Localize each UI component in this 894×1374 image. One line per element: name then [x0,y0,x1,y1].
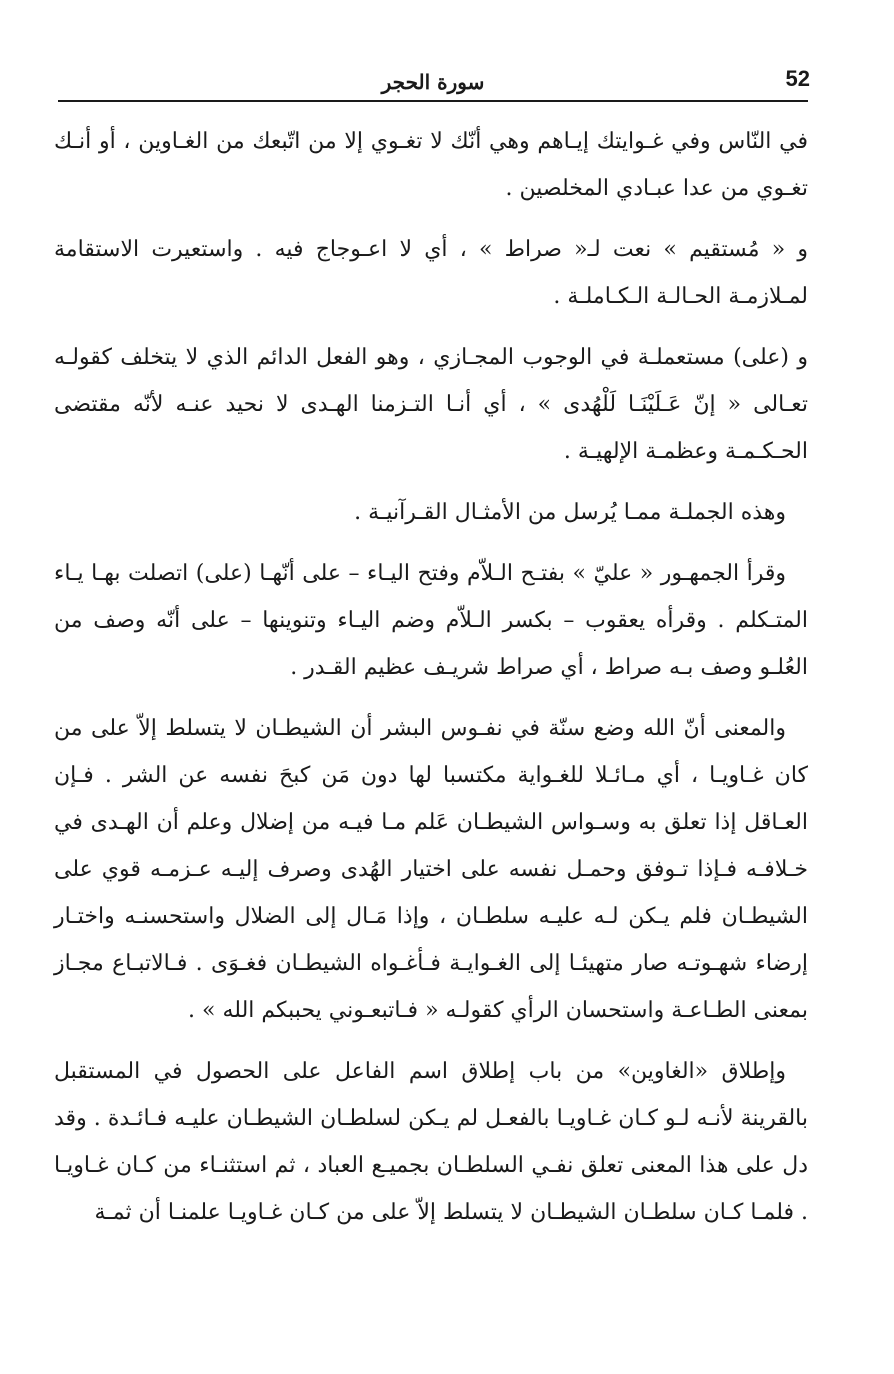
surah-title: سورة الحجر [381,70,485,94]
paragraph: وإطلاق «الغاوين» من باب إطلاق اسم الفاعل على الحصول في المستقبل بالقرينة لأنـه لـو كـان غـاويـا بالفعـل لم يـكن لسلطـان الشيطـان عليـه فـائـدة . وقد دل على هذا المعنى تعلق نفـي السلطـان بجميـع العباد ، ثم استثنـاء من كـان غـاويـا . فلمـا كـان سلطـان الشيطـان لا يتسلط إلاّ على من كـان غـاويـا علمنـا أن ثمـة [54,1059,808,1225]
paragraph: و « مُستقيم » نعت لـ« صراط » ، أي لا اعـوجاج فيه . واستعيرت الاستقامة لمـلازمـة الحـالـة الـكـاملـة . [54,237,808,309]
page-header [58,62,808,98]
paragraph: و (على) مستعملـة في الوجوب المجـازي ، وهو الفعل الدائم الذي لا يتخلف كقولـه تعـالى « إنّ عَـلَيْنَـا لَلْهُدى » ، أي أنـا التـزمنا الهـدى لا نحيد عنـه لأنّه مقتضى الحـكـمـة وعظمـة الإلهيـة . [54,345,808,464]
paragraph: وهذه الجملـة ممـا يُرسل من الأمثـال القـرآنيـة . [354,500,786,525]
page-body [54,118,808,1236]
paragraph: في النّاس وفي غـوايتك إيـاهم وهي أنّك لا تغـوي إلا من اتّبعك من الغـاوين ، أو أنـك تغـوي من عدا عبـادي المخلصين . [54,129,808,201]
paragraph: وقرأ الجمهـور « عليّ » بفتـح الـلاّم وفتح اليـاء – على أنّهـا (على) اتصلت بهـا يـاء المتـكلم . وقرأه يعقوب – بكسر الـلاّم وضم اليـاء وتنوينها – على أنّه وصف من العُلـو وصف بـه صراط ، أي صراط شريـف عظيم القـدر . [54,561,808,680]
header-divider [58,100,808,102]
page-number: 52 [785,66,810,91]
paragraph: والمعنى أنّ الله وضع سنّة في نفـوس البشر أن الشيطـان لا يتسلط إلاّ على من كان غـاويـا ، أي مـائـلا للغـواية مكتسبا لها دون مَن كبحَ نفسه عن الشر . فـإن العـاقل إذا تعلق به وسـواس الشيطـان عَلم مـا فيـه من إضلال وعلم أن الهـدى في خـلافـه فـإذا تـوفق وحمـل نفسه على اختيار الهُدى وصرف إليـه عـزمـه قوي على الشيطـان فلم يـكن لـه عليـه سلطـان ، وإذا مَـال إلى الضلال واستحسنـه واختـار إرضاء شهـوتـه صار متهيئـا إلى الغـوايـة فـأغـواه الشيطـان فغـوَى . فـالاتبـاع مجـاز بمعنى الطـاعـة واستحسان الرأي كقولـه « فـاتبعـوني يحببكم الله » . [54,716,809,1023]
